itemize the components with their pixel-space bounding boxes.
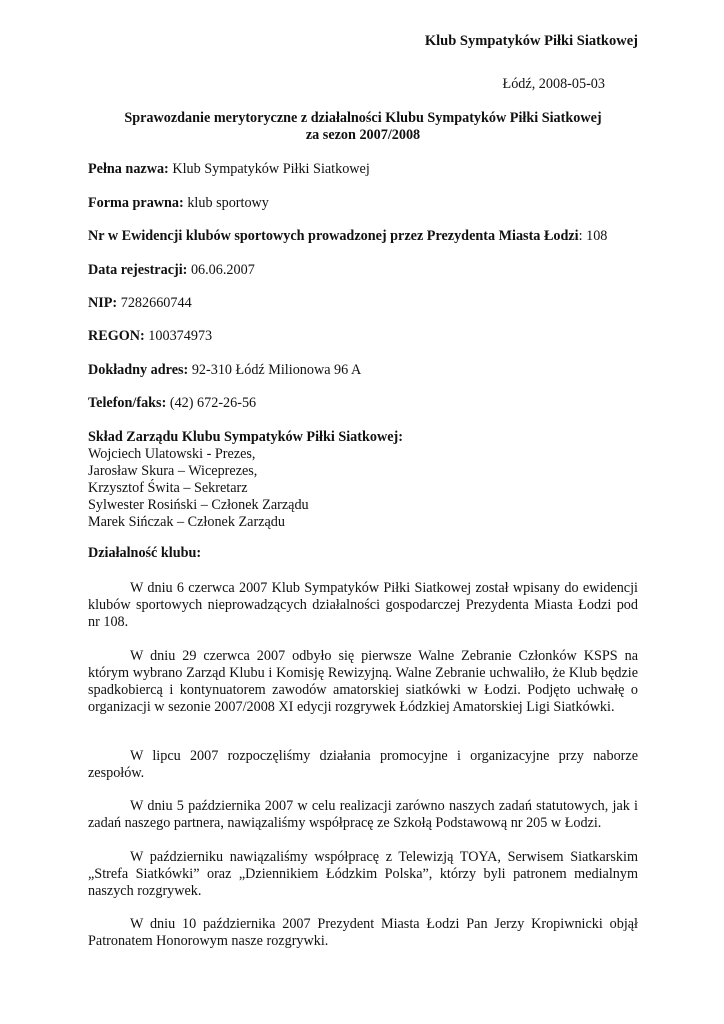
field-value: 06.06.2007 <box>187 262 255 278</box>
activity-paragraph: W październiku nawiązaliśmy współpracę z Telewizją TOYA, Serwisem Siatkarskim „Strefa Siatkówki” oraz „Dziennikiem Łódzkim Polska”, którzy byli patronem medialnym naszych rozgrywek. <box>88 849 638 899</box>
activity-paragraph: W lipcu 2007 rozpoczęliśmy działania promocyjne i organizacyjne przy naborze zespołów. <box>88 748 638 781</box>
field-value: 92-310 Łódź Milionowa 96 A <box>188 362 362 378</box>
org-header: Klub Sympatyków Piłki Siatkowej <box>424 33 638 49</box>
field-nip <box>88 295 192 312</box>
field-address <box>88 362 361 379</box>
field-label: Nr w Ewidencji klubów sportowych prowadzonej przez Prezydenta Miasta Łodzi <box>88 228 579 244</box>
field-value: Klub Sympatyków Piłki Siatkowej <box>168 161 370 177</box>
board-title: Skład Zarządu Klubu Sympatyków Piłki Siatkowej: <box>88 429 403 445</box>
field-value: : 108 <box>578 228 608 244</box>
field-value: klub sportowy <box>183 195 269 211</box>
board-member: Marek Sińczak – Członek Zarządu <box>88 514 285 530</box>
board-member: Krzysztof Świta – Sekretarz <box>88 480 248 496</box>
activity-paragraph: W dniu 6 czerwca 2007 Klub Sympatyków Piłki Siatkowej został wpisany do ewidencji klubów sportowych nieprowadzących działalności gospodarczej Prezydenta Miasta Łodzi pod nr 108. <box>88 580 638 630</box>
board-section <box>88 429 638 531</box>
field-regon <box>88 328 212 345</box>
field-label: REGON: <box>88 328 145 344</box>
field-label: Forma prawna: <box>88 195 184 211</box>
place-date: Łódź, 2008-05-03 <box>502 76 605 92</box>
report-title-line-2: za sezon 2007/2008 <box>305 127 421 143</box>
field-label: Data rejestracji: <box>88 262 188 278</box>
field-registry-number <box>88 228 607 245</box>
field-legal-form <box>88 195 269 212</box>
activity-title: Działalność klubu: <box>88 545 202 561</box>
board-member: Sylwester Rosiński – Członek Zarządu <box>88 497 309 513</box>
activity-paragraph: W dniu 5 października 2007 w celu realizacji zarówno naszych zadań statutowych, jak i zadań naszego partnera, nawiązaliśmy współpracę ze Szkołą Podstawową nr 205 w Łodzi. <box>88 798 638 831</box>
field-value: 7282660744 <box>117 295 192 311</box>
field-label: NIP: <box>88 295 118 311</box>
field-label: Telefon/faks: <box>88 395 167 411</box>
field-value: 100374973 <box>144 328 213 344</box>
field-label: Dokładny adres: <box>88 362 189 378</box>
activity-paragraph: W dniu 10 października 2007 Prezydent Miasta Łodzi Pan Jerzy Kropiwnicki objął Patronatem Honorowym nasze rozgrywki. <box>88 916 638 949</box>
field-full-name <box>88 161 370 178</box>
field-value: (42) 672-26-56 <box>166 395 257 411</box>
board-member: Jarosław Skura – Wiceprezes, <box>88 463 258 479</box>
field-label: Pełna nazwa: <box>88 161 169 177</box>
field-registration-date <box>88 262 255 279</box>
activity-paragraph: W dniu 29 czerwca 2007 odbyło się pierwsze Walne Zebranie Członków KSPS na którym wybrano Zarząd Klubu i Komisję Rewizyjną. Walne Zebranie uchwaliło, że Klub będzie spadkobiercą i kontynuatorem zawodów amatorskiej siatkówki w Łodzi. Podjęto uchwałę o organizacji w sezonie 2007/2008 XI edycji rozgrywek Łódzkiej Amatorskiej Ligi Siatkówki. <box>88 648 638 715</box>
board-member: Wojciech Ulatowski - Prezes, <box>88 446 256 462</box>
report-title <box>88 110 638 144</box>
field-phone-fax <box>88 395 256 412</box>
report-title-line-1: Sprawozdanie merytoryczne z działalności Klubu Sympatyków Piłki Siatkowej <box>124 110 602 126</box>
